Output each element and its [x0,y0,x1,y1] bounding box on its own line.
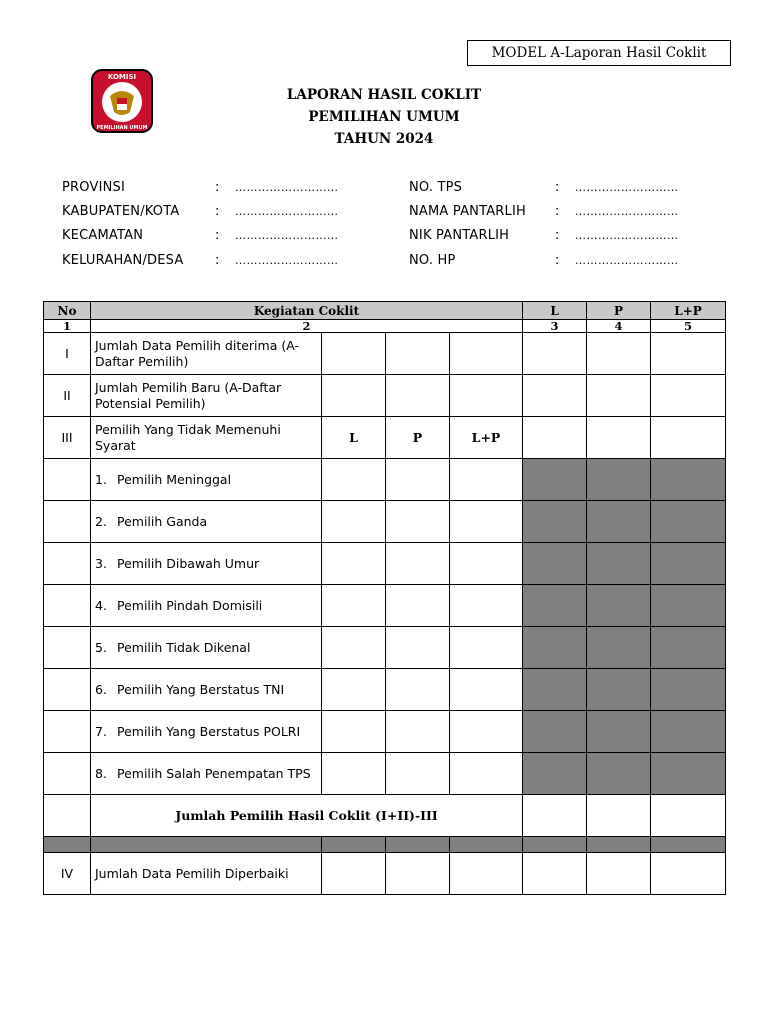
field-kelurahan[interactable]: ……………………… [235,253,339,267]
sub-item-row: 5. Pemilih Tidak Dikenal [44,627,726,669]
header-p: P [587,302,651,320]
title-line-3: TAHUN 2024 [334,131,434,147]
info-left [62,175,339,272]
sub-item-row: 6. Pemilih Yang Berstatus TNI [44,669,726,711]
info-no-hp: NO. HP : ……………………… [409,252,679,268]
header-l: L [523,302,587,320]
sub-item-row: 8. Pemilih Salah Penempatan TPS [44,753,726,795]
field-nama-pantarlih[interactable]: ……………………… [575,204,679,218]
table-row: III Pemilih Yang Tidak Memenuhi Syarat L P L+P [44,417,726,459]
header-lp: L+P [651,302,726,320]
page-title [0,84,768,150]
table-row: IV Jumlah Data Pemilih Diperbaiki [44,853,726,895]
logo-text-top: KOMISI [107,73,137,81]
table-row: I Jumlah Data Pemilih diterima (A-Daftar Pemilih) [44,333,726,375]
sub-item-row: 1. Pemilih Meninggal [44,459,726,501]
info-nama-pantarlih: NAMA PANTARLIH : ……………………… [409,203,679,219]
info-right [409,175,679,272]
info-kecamatan: KECAMATAN : ……………………… [62,228,339,244]
table-header [44,302,726,320]
info-no-tps: NO. TPS : ……………………… [409,179,679,195]
sub-item-row: 2. Pemilih Ganda [44,501,726,543]
total-label: Jumlah Pemilih Hasil Coklit (I+II)-III [91,795,523,837]
info-provinsi: PROVINSI : ……………………… [62,179,339,195]
coklit-table [43,301,726,895]
info-kabupaten: KABUPATEN/KOTA : ……………………… [62,203,339,219]
logo-text-bottom: PEMILIHAN UMUM [96,125,148,131]
model-label: MODEL A-Laporan Hasil Coklit [467,40,731,66]
title-line-1: LAPORAN HASIL COKLIT [286,87,482,103]
title-line-2: PEMILIHAN UMUM [308,109,460,125]
sub-item-row: 7. Pemilih Yang Berstatus POLRI [44,711,726,753]
sub-item-row: 4. Pemilih Pindah Domisili [44,585,726,627]
field-nik-pantarlih[interactable]: ……………………… [575,229,679,243]
column-numbers: 1 2 3 4 5 [44,320,726,333]
field-kecamatan[interactable]: ……………………… [235,229,339,243]
shaded-separator-row [44,837,726,853]
total-row [44,795,726,837]
header-kegiatan: Kegiatan Coklit [91,302,523,320]
header-no: No [44,302,91,320]
sub-item-row: 3. Pemilih Dibawah Umur [44,543,726,585]
info-nik-pantarlih: NIK PANTARLIH : ……………………… [409,228,679,244]
field-provinsi[interactable]: ……………………… [235,180,339,194]
field-no-hp[interactable]: ……………………… [575,253,679,267]
field-no-tps[interactable]: ……………………… [575,180,679,194]
info-kelurahan: KELURAHAN/DESA : ……………………… [62,252,339,268]
table-row: II Jumlah Pemilih Baru (A-Daftar Potensial Pemilih) [44,375,726,417]
field-kabupaten[interactable]: ……………………… [235,204,339,218]
